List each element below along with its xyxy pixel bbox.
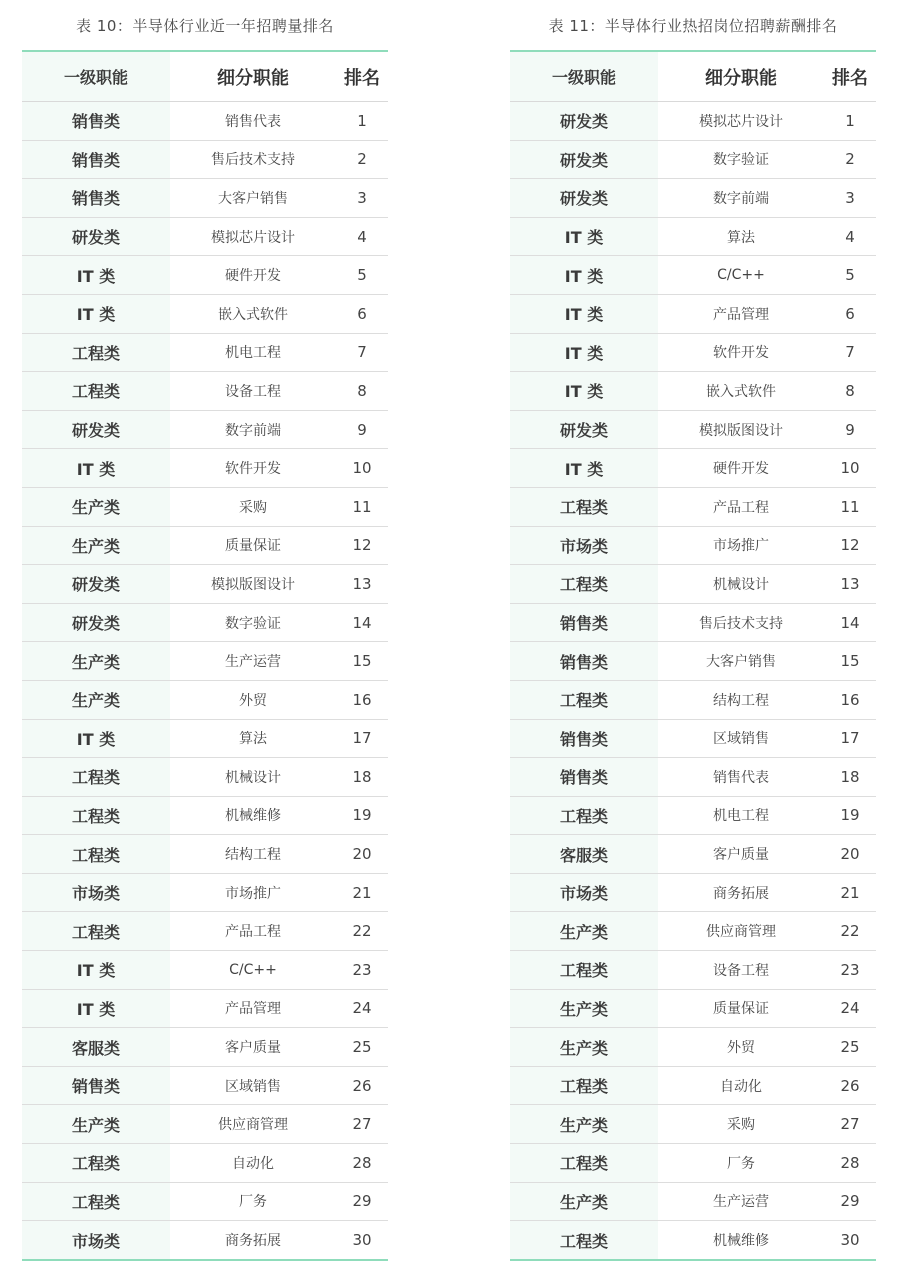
primary-function-cell: IT 类 xyxy=(22,719,170,758)
sub-function-cell: 产品工程 xyxy=(658,487,824,526)
table-row xyxy=(22,912,388,951)
sub-function-cell: 外贸 xyxy=(658,1028,824,1067)
primary-function-cell: 生产类 xyxy=(510,912,658,951)
table-row xyxy=(22,294,388,333)
header-sub-function: 细分职能 xyxy=(170,52,336,102)
rank-cell: 11 xyxy=(824,487,876,526)
sub-function-cell: 数字验证 xyxy=(170,603,336,642)
primary-function-cell: 工程类 xyxy=(22,333,170,372)
table-row xyxy=(510,487,876,526)
table-row xyxy=(510,758,876,797)
rank-cell: 18 xyxy=(336,758,388,797)
primary-function-cell: IT 类 xyxy=(22,256,170,295)
rank-cell: 28 xyxy=(336,1144,388,1183)
table-row xyxy=(510,372,876,411)
primary-function-cell: 工程类 xyxy=(22,1144,170,1183)
rank-cell: 16 xyxy=(336,680,388,719)
rank-cell: 1 xyxy=(824,102,876,141)
sub-function-cell: 结构工程 xyxy=(170,835,336,874)
rank-cell: 19 xyxy=(824,796,876,835)
header-rank: 排名 xyxy=(336,52,388,102)
table-row xyxy=(22,719,388,758)
table-row xyxy=(22,1066,388,1105)
primary-function-cell: 销售类 xyxy=(22,179,170,218)
sub-function-cell: 设备工程 xyxy=(170,372,336,411)
sub-function-cell: 机械设计 xyxy=(170,758,336,797)
table-row xyxy=(510,680,876,719)
sub-function-cell: 销售代表 xyxy=(170,102,336,141)
sub-function-cell: 自动化 xyxy=(170,1144,336,1183)
rank-cell: 22 xyxy=(336,912,388,951)
sub-function-cell: 产品管理 xyxy=(658,294,824,333)
sub-function-cell: 算法 xyxy=(170,719,336,758)
sub-function-cell: 软件开发 xyxy=(170,449,336,488)
primary-function-cell: 生产类 xyxy=(22,1105,170,1144)
rank-cell: 24 xyxy=(336,989,388,1028)
primary-function-cell: 工程类 xyxy=(510,796,658,835)
table-row xyxy=(22,873,388,912)
primary-function-cell: 研发类 xyxy=(510,179,658,218)
primary-function-cell: 研发类 xyxy=(22,410,170,449)
rank-cell: 12 xyxy=(824,526,876,565)
table-row xyxy=(22,333,388,372)
sub-function-cell: 数字前端 xyxy=(658,179,824,218)
table-row xyxy=(510,1105,876,1144)
sub-function-cell: 模拟芯片设计 xyxy=(658,102,824,141)
sub-function-cell: 客户质量 xyxy=(170,1028,336,1067)
sub-function-cell: 硬件开发 xyxy=(170,256,336,295)
rank-cell: 20 xyxy=(336,835,388,874)
table-row xyxy=(510,140,876,179)
primary-function-cell: IT 类 xyxy=(22,449,170,488)
primary-function-cell: 生产类 xyxy=(510,989,658,1028)
sub-function-cell: 质量保证 xyxy=(170,526,336,565)
rank-cell: 29 xyxy=(824,1182,876,1221)
primary-function-cell: 研发类 xyxy=(22,565,170,604)
table-caption: 表 10：半导体行业近一年招聘量排名 xyxy=(22,0,388,52)
primary-function-cell: 研发类 xyxy=(22,217,170,256)
table-row xyxy=(510,1182,876,1221)
sub-function-cell: 区域销售 xyxy=(170,1066,336,1105)
table-row xyxy=(22,179,388,218)
table-row xyxy=(22,758,388,797)
primary-function-cell: 工程类 xyxy=(22,758,170,797)
primary-function-cell: 生产类 xyxy=(510,1182,658,1221)
rank-cell: 8 xyxy=(824,372,876,411)
sub-function-cell: 售后技术支持 xyxy=(658,603,824,642)
rank-cell: 26 xyxy=(336,1066,388,1105)
table-row xyxy=(510,333,876,372)
table-row xyxy=(22,140,388,179)
rank-cell: 4 xyxy=(824,217,876,256)
rank-cell: 26 xyxy=(824,1066,876,1105)
sub-function-cell: 机电工程 xyxy=(658,796,824,835)
rank-cell: 19 xyxy=(336,796,388,835)
rank-cell: 13 xyxy=(336,565,388,604)
primary-function-cell: 销售类 xyxy=(22,1066,170,1105)
table-row xyxy=(510,719,876,758)
table-row xyxy=(22,642,388,681)
primary-function-cell: 工程类 xyxy=(510,1221,658,1260)
rank-cell: 7 xyxy=(824,333,876,372)
salary-ranking-table xyxy=(510,52,876,1261)
primary-function-cell: 工程类 xyxy=(22,796,170,835)
primary-function-cell: IT 类 xyxy=(510,449,658,488)
table-row xyxy=(22,372,388,411)
primary-function-cell: 工程类 xyxy=(510,1144,658,1183)
rank-cell: 6 xyxy=(336,294,388,333)
primary-function-cell: 客服类 xyxy=(22,1028,170,1067)
primary-function-cell: 销售类 xyxy=(510,758,658,797)
rank-cell: 30 xyxy=(824,1221,876,1260)
table-row xyxy=(510,217,876,256)
sub-function-cell: 机械设计 xyxy=(658,565,824,604)
rank-cell: 15 xyxy=(336,642,388,681)
table-row xyxy=(22,526,388,565)
table-body xyxy=(22,102,388,1260)
rank-cell: 16 xyxy=(824,680,876,719)
primary-function-cell: 工程类 xyxy=(510,565,658,604)
table-row xyxy=(22,1144,388,1183)
sub-function-cell: 自动化 xyxy=(658,1066,824,1105)
primary-function-cell: 工程类 xyxy=(510,487,658,526)
primary-function-cell: 生产类 xyxy=(510,1105,658,1144)
rank-cell: 25 xyxy=(824,1028,876,1067)
table-row xyxy=(510,1144,876,1183)
sub-function-cell: 产品管理 xyxy=(170,989,336,1028)
sub-function-cell: 商务拓展 xyxy=(170,1221,336,1260)
sub-function-cell: 大客户销售 xyxy=(658,642,824,681)
recruitment-volume-table-panel xyxy=(22,0,388,1261)
sub-function-cell: 模拟版图设计 xyxy=(170,565,336,604)
primary-function-cell: 客服类 xyxy=(510,835,658,874)
table-header-row xyxy=(22,52,388,102)
sub-function-cell: 生产运营 xyxy=(658,1182,824,1221)
table-row xyxy=(22,487,388,526)
table-row xyxy=(22,102,388,141)
table-row xyxy=(22,603,388,642)
primary-function-cell: 工程类 xyxy=(510,680,658,719)
primary-function-cell: 销售类 xyxy=(510,719,658,758)
recruitment-volume-table xyxy=(22,52,388,1261)
sub-function-cell: 模拟芯片设计 xyxy=(170,217,336,256)
sub-function-cell: 销售代表 xyxy=(658,758,824,797)
primary-function-cell: 生产类 xyxy=(510,1028,658,1067)
primary-function-cell: IT 类 xyxy=(510,294,658,333)
sub-function-cell: 厂务 xyxy=(170,1182,336,1221)
table-row xyxy=(22,449,388,488)
sub-function-cell: 数字验证 xyxy=(658,140,824,179)
sub-function-cell: 采购 xyxy=(658,1105,824,1144)
primary-function-cell: IT 类 xyxy=(510,333,658,372)
primary-function-cell: 销售类 xyxy=(510,603,658,642)
rank-cell: 23 xyxy=(336,951,388,990)
table-row xyxy=(22,256,388,295)
primary-function-cell: 销售类 xyxy=(22,140,170,179)
rank-cell: 29 xyxy=(336,1182,388,1221)
primary-function-cell: 工程类 xyxy=(22,1182,170,1221)
sub-function-cell: 生产运营 xyxy=(170,642,336,681)
sub-function-cell: 供应商管理 xyxy=(658,912,824,951)
rank-cell: 14 xyxy=(824,603,876,642)
sub-function-cell: 嵌入式软件 xyxy=(170,294,336,333)
primary-function-cell: IT 类 xyxy=(510,372,658,411)
primary-function-cell: 生产类 xyxy=(22,487,170,526)
rank-cell: 10 xyxy=(336,449,388,488)
table-row xyxy=(22,951,388,990)
table-row xyxy=(22,1028,388,1067)
table-row xyxy=(510,951,876,990)
primary-function-cell: 销售类 xyxy=(22,102,170,141)
rank-cell: 3 xyxy=(336,179,388,218)
sub-function-cell: 机械维修 xyxy=(658,1221,824,1260)
table-row xyxy=(510,1028,876,1067)
rank-cell: 13 xyxy=(824,565,876,604)
rank-cell: 28 xyxy=(824,1144,876,1183)
rank-cell: 15 xyxy=(824,642,876,681)
rank-cell: 18 xyxy=(824,758,876,797)
table-row xyxy=(510,256,876,295)
primary-function-cell: 工程类 xyxy=(510,1066,658,1105)
table-row xyxy=(510,796,876,835)
table-row xyxy=(22,1182,388,1221)
primary-function-cell: 研发类 xyxy=(510,140,658,179)
header-sub-function: 细分职能 xyxy=(658,52,824,102)
table-caption: 表 11：半导体行业热招岗位招聘薪酬排名 xyxy=(510,0,876,52)
table-row xyxy=(510,989,876,1028)
header-rank: 排名 xyxy=(824,52,876,102)
rank-cell: 3 xyxy=(824,179,876,218)
table-row xyxy=(22,680,388,719)
rank-cell: 17 xyxy=(336,719,388,758)
primary-function-cell: IT 类 xyxy=(22,989,170,1028)
table-row xyxy=(510,642,876,681)
rank-cell: 1 xyxy=(336,102,388,141)
table-row xyxy=(510,102,876,141)
sub-function-cell: 市场推广 xyxy=(658,526,824,565)
rank-cell: 2 xyxy=(336,140,388,179)
primary-function-cell: IT 类 xyxy=(510,256,658,295)
table-row xyxy=(22,1105,388,1144)
table-row xyxy=(510,1066,876,1105)
table-row xyxy=(22,835,388,874)
primary-function-cell: IT 类 xyxy=(510,217,658,256)
table-row xyxy=(510,526,876,565)
sub-function-cell: 采购 xyxy=(170,487,336,526)
sub-function-cell: 硬件开发 xyxy=(658,449,824,488)
rank-cell: 6 xyxy=(824,294,876,333)
primary-function-cell: 研发类 xyxy=(510,410,658,449)
rank-cell: 22 xyxy=(824,912,876,951)
salary-ranking-table-panel xyxy=(510,0,876,1261)
sub-function-cell: 质量保证 xyxy=(658,989,824,1028)
table-row xyxy=(510,449,876,488)
rank-cell: 4 xyxy=(336,217,388,256)
sub-function-cell: 结构工程 xyxy=(658,680,824,719)
primary-function-cell: 市场类 xyxy=(22,873,170,912)
rank-cell: 24 xyxy=(824,989,876,1028)
primary-function-cell: 生产类 xyxy=(22,680,170,719)
rank-cell: 7 xyxy=(336,333,388,372)
table-row xyxy=(510,565,876,604)
primary-function-cell: 生产类 xyxy=(22,526,170,565)
primary-function-cell: 研发类 xyxy=(510,102,658,141)
primary-function-cell: 市场类 xyxy=(22,1221,170,1260)
sub-function-cell: 机械维修 xyxy=(170,796,336,835)
table-row xyxy=(510,1221,876,1260)
primary-function-cell: 销售类 xyxy=(510,642,658,681)
sub-function-cell: 供应商管理 xyxy=(170,1105,336,1144)
primary-function-cell: 工程类 xyxy=(22,372,170,411)
sub-function-cell: C/C++ xyxy=(170,951,336,990)
sub-function-cell: 模拟版图设计 xyxy=(658,410,824,449)
sub-function-cell: 算法 xyxy=(658,217,824,256)
sub-function-cell: 客户质量 xyxy=(658,835,824,874)
sub-function-cell: C/C++ xyxy=(658,256,824,295)
rank-cell: 23 xyxy=(824,951,876,990)
sub-function-cell: 设备工程 xyxy=(658,951,824,990)
primary-function-cell: 市场类 xyxy=(510,526,658,565)
rank-cell: 8 xyxy=(336,372,388,411)
rank-cell: 5 xyxy=(824,256,876,295)
table-row xyxy=(22,989,388,1028)
sub-function-cell: 商务拓展 xyxy=(658,873,824,912)
table-row xyxy=(22,1221,388,1260)
primary-function-cell: 研发类 xyxy=(22,603,170,642)
table-row xyxy=(510,873,876,912)
table-row xyxy=(510,179,876,218)
rank-cell: 27 xyxy=(336,1105,388,1144)
rank-cell: 9 xyxy=(824,410,876,449)
sub-function-cell: 嵌入式软件 xyxy=(658,372,824,411)
rank-cell: 27 xyxy=(824,1105,876,1144)
primary-function-cell: 生产类 xyxy=(22,642,170,681)
rank-cell: 21 xyxy=(336,873,388,912)
rank-cell: 25 xyxy=(336,1028,388,1067)
rank-cell: 5 xyxy=(336,256,388,295)
table-body xyxy=(510,102,876,1260)
table-row xyxy=(510,912,876,951)
primary-function-cell: 工程类 xyxy=(22,912,170,951)
sub-function-cell: 售后技术支持 xyxy=(170,140,336,179)
sub-function-cell: 区域销售 xyxy=(658,719,824,758)
table-row xyxy=(510,835,876,874)
primary-function-cell: 工程类 xyxy=(22,835,170,874)
rank-cell: 20 xyxy=(824,835,876,874)
sub-function-cell: 市场推广 xyxy=(170,873,336,912)
table-row xyxy=(22,410,388,449)
rank-cell: 21 xyxy=(824,873,876,912)
sub-function-cell: 外贸 xyxy=(170,680,336,719)
header-primary-function: 一级职能 xyxy=(510,52,658,102)
sub-function-cell: 产品工程 xyxy=(170,912,336,951)
table-row xyxy=(22,565,388,604)
rank-cell: 14 xyxy=(336,603,388,642)
primary-function-cell: 市场类 xyxy=(510,873,658,912)
rank-cell: 30 xyxy=(336,1221,388,1260)
primary-function-cell: IT 类 xyxy=(22,294,170,333)
table-row xyxy=(22,217,388,256)
table-header-row xyxy=(510,52,876,102)
header-primary-function: 一级职能 xyxy=(22,52,170,102)
sub-function-cell: 机电工程 xyxy=(170,333,336,372)
sub-function-cell: 大客户销售 xyxy=(170,179,336,218)
table-row xyxy=(510,603,876,642)
table-row xyxy=(510,410,876,449)
rank-cell: 11 xyxy=(336,487,388,526)
rank-cell: 17 xyxy=(824,719,876,758)
rank-cell: 12 xyxy=(336,526,388,565)
sub-function-cell: 厂务 xyxy=(658,1144,824,1183)
sub-function-cell: 软件开发 xyxy=(658,333,824,372)
primary-function-cell: 工程类 xyxy=(510,951,658,990)
rank-cell: 2 xyxy=(824,140,876,179)
rank-cell: 9 xyxy=(336,410,388,449)
table-row xyxy=(510,294,876,333)
sub-function-cell: 数字前端 xyxy=(170,410,336,449)
rank-cell: 10 xyxy=(824,449,876,488)
primary-function-cell: IT 类 xyxy=(22,951,170,990)
table-row xyxy=(22,796,388,835)
